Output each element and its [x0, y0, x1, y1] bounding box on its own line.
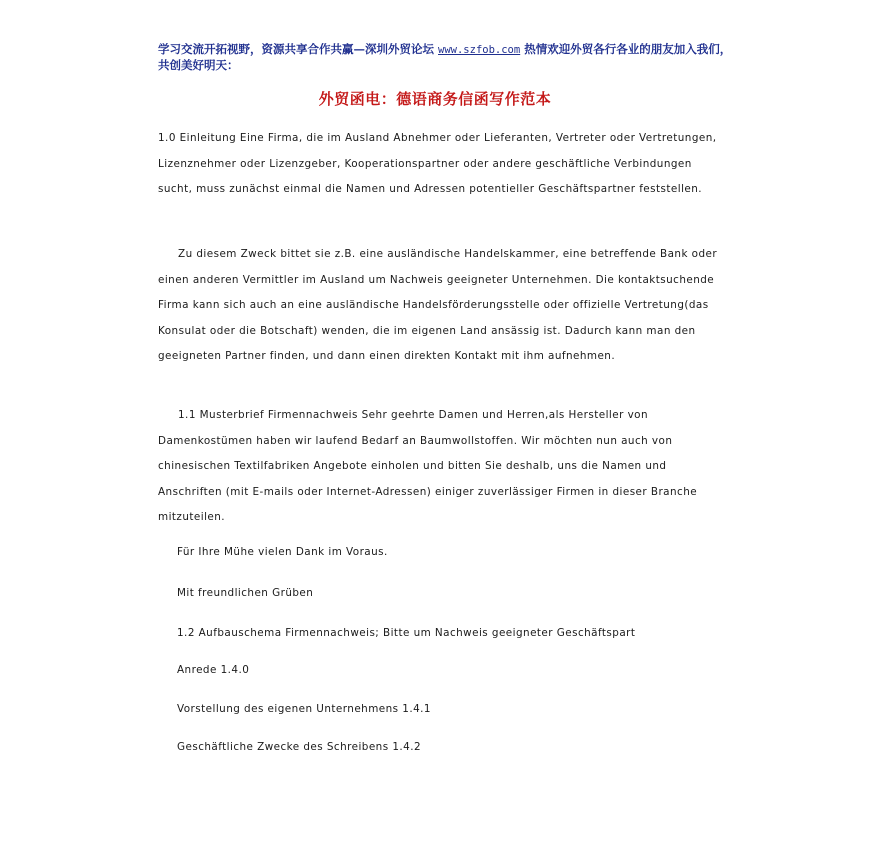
banner-text-end: 热情欢迎外贸各行各业的朋友加入我们，共创美好明天：: [158, 42, 732, 72]
paragraph-introduction: [158, 126, 728, 203]
document-title: 外贸函电：德语商务信函写作范本: [318, 90, 552, 108]
line-introduction-company: Vorstellung des eigenen Unternehmens 1.4.1: [177, 703, 431, 715]
forum-link[interactable]: www.szfob.com: [438, 44, 521, 56]
line-thanks: Für Ihre Mühe vielen Dank im Voraus.: [177, 546, 388, 558]
forum-banner: [158, 42, 738, 73]
line-business-purpose: Geschäftliche Zwecke des Schreibens 1.4.2: [177, 741, 422, 753]
paragraph-purpose: [158, 242, 728, 370]
paragraph-text: Zu diesem Zweck bittet sie z.B. eine ausländische Handelskammer, eine betreffende Bank oder einen anderen Vermittler im Ausland um Nachweis geeigneter Unternehmen. Die kontaktsuchende Firma kann sich auch an eine ausländische Handelsförderungsstelle oder offizielle Vertretung(das Konsulat oder die Botschaft) wenden, die im eigenen Land ansässig ist. Dadurch kann man den geeigneten Partner finden, und dann einen direkten Kontakt mit ihm aufnehmen.: [158, 248, 718, 362]
paragraph-text: 1.0 Einleitung Eine Firma, die im Ausland Abnehmer oder Lieferanten, Vertreter oder Vertretungen, Lizenznehmer oder Lizenzgeber, Kooperationspartner oder andere geschäftliche Verbindungen sucht, muss zunächst einmal die Namen und Adressen potentieller Geschäftspartner feststellen.: [158, 132, 717, 195]
line-closing: Mit freundlichen Grüben: [177, 587, 314, 599]
line-section-1-2: 1.2 Aufbauschema Firmennachweis; Bitte um Nachweis geeigneter Geschäftspart: [177, 627, 636, 639]
banner-text-start: 学习交流开拓视野，资源共享合作共赢—深圳外贸论坛: [158, 42, 439, 56]
paragraph-sample-letter: [158, 403, 728, 531]
paragraph-text: 1.1 Musterbrief Firmennachweis Sehr geehrte Damen und Herren,als Hersteller von Damenkostümen haben wir laufend Bedarf an Baumwollstoffen. Wir möchten nun auch von chinesischen Textilfabriken Angebote einholen und bitten Sie deshalb, uns die Namen und Anschriften (mit E-mails oder Internet-Adressen) einiger zuverlässiger Firmen in dieser Branche mitzuteilen.: [158, 409, 698, 523]
line-salutation: Anrede 1.4.0: [177, 664, 250, 676]
